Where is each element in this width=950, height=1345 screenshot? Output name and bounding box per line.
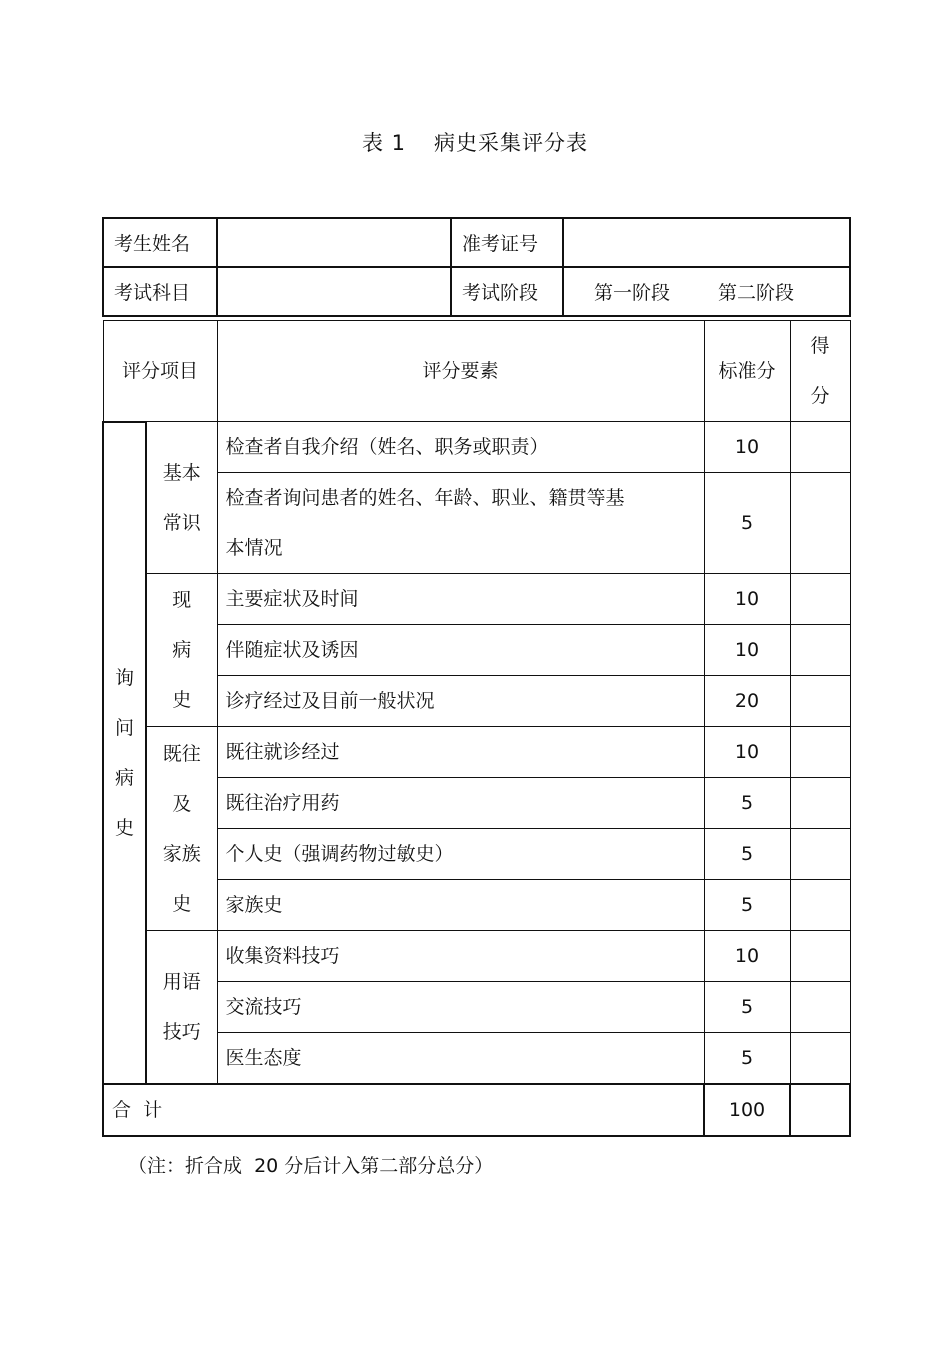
main-category-char: 病 xyxy=(114,766,134,789)
score-input-cell[interactable] xyxy=(790,829,850,880)
group-name-text: 用语 xyxy=(162,971,201,993)
exam-subject-label: 考试科目 xyxy=(103,267,217,316)
main-category-cell xyxy=(103,422,146,1085)
group-name-cell xyxy=(146,422,217,574)
scoring-element: 诊疗经过及目前一般状况 xyxy=(217,676,704,727)
scoring-element: 家族史 xyxy=(217,880,704,931)
table-row xyxy=(103,727,850,778)
group-name-text: 家族 xyxy=(162,842,201,865)
column-header-score-char: 得 xyxy=(810,335,830,357)
scoring-element-line: 检查者询问患者的姓名、年龄、职业、籍贯等基 xyxy=(225,487,625,509)
group-name-text: 基本 xyxy=(162,461,201,484)
group-name-cell xyxy=(146,574,217,727)
score-input-cell[interactable] xyxy=(790,727,850,778)
candidate-name-label: 考生姓名 xyxy=(103,218,217,267)
standard-score: 10 xyxy=(704,625,790,676)
table-title xyxy=(0,128,950,158)
group-name-cell xyxy=(146,931,217,1085)
standard-score: 5 xyxy=(704,778,790,829)
exam-id-label: 准考证号 xyxy=(451,218,563,267)
group-name-text: 现 xyxy=(172,589,192,611)
scoring-element: 既往就诊经过 xyxy=(217,727,704,778)
stage-option-second[interactable]: 第二阶段 xyxy=(718,282,795,304)
candidate-name-field[interactable] xyxy=(217,218,451,267)
scoring-element: 个人史（强调药物过敏史） xyxy=(217,829,704,880)
score-input-cell[interactable] xyxy=(790,982,850,1033)
table-number: 表 1 xyxy=(361,131,407,155)
main-category-char: 史 xyxy=(114,816,134,839)
scoring-element-line: 本情况 xyxy=(225,537,283,559)
group-name-text: 史 xyxy=(172,689,192,711)
stage-option-first[interactable]: 第一阶段 xyxy=(594,282,671,304)
group-name-cell xyxy=(146,727,217,931)
scoring-element: 医生态度 xyxy=(217,1033,704,1085)
exam-stage-field[interactable] xyxy=(563,267,850,316)
standard-score: 10 xyxy=(704,727,790,778)
scoring-element: 主要症状及时间 xyxy=(217,574,704,625)
main-category-char: 询 xyxy=(114,666,134,689)
standard-score: 5 xyxy=(704,982,790,1033)
score-input-cell[interactable] xyxy=(790,625,850,676)
column-header-item: 评分项目 xyxy=(103,321,217,422)
column-header-row xyxy=(103,321,850,422)
table-row xyxy=(103,574,850,625)
standard-score: 20 xyxy=(704,676,790,727)
score-input-cell[interactable] xyxy=(790,1033,850,1085)
standard-score: 10 xyxy=(704,931,790,982)
group-name-text: 病 xyxy=(172,639,192,661)
scoring-element: 伴随症状及诱因 xyxy=(217,625,704,676)
main-category-char: 问 xyxy=(114,716,134,739)
table-row xyxy=(103,422,850,473)
column-header-standard: 标准分 xyxy=(704,321,790,422)
total-label: 合 计 xyxy=(103,1084,704,1136)
exam-subject-field[interactable] xyxy=(217,267,451,316)
candidate-info-table xyxy=(102,217,851,317)
standard-score: 5 xyxy=(704,473,790,574)
column-header-score-char: 分 xyxy=(810,385,830,407)
score-input-cell[interactable] xyxy=(790,422,850,473)
column-header-score xyxy=(790,321,850,422)
group-name-text: 史 xyxy=(172,892,192,915)
standard-score: 10 xyxy=(704,574,790,625)
exam-stage-label: 考试阶段 xyxy=(451,267,563,316)
scoring-element: 检查者自我介绍（姓名、职务或职责） xyxy=(217,422,704,473)
scoring-element: 收集资料技巧 xyxy=(217,931,704,982)
group-name-text: 技巧 xyxy=(162,1021,201,1043)
scoring-table xyxy=(102,320,851,1137)
footnote: （注：折合成 20 分后计入第二部分总分） xyxy=(128,1155,494,1177)
total-row xyxy=(103,1084,850,1136)
standard-score: 5 xyxy=(704,880,790,931)
score-input-cell[interactable] xyxy=(790,473,850,574)
score-input-cell[interactable] xyxy=(790,931,850,982)
scoring-element: 交流技巧 xyxy=(217,982,704,1033)
standard-score: 10 xyxy=(704,422,790,473)
total-score-input-cell[interactable] xyxy=(790,1084,850,1136)
exam-id-field[interactable] xyxy=(563,218,850,267)
group-name-text: 及 xyxy=(172,792,192,815)
group-name-text: 既往 xyxy=(162,742,201,765)
scoring-element xyxy=(217,473,704,574)
table-title-text: 病史采集评分表 xyxy=(434,131,589,155)
standard-score: 5 xyxy=(704,1033,790,1085)
total-standard-score: 100 xyxy=(704,1084,790,1136)
score-input-cell[interactable] xyxy=(790,574,850,625)
scoring-element: 既往治疗用药 xyxy=(217,778,704,829)
standard-score: 5 xyxy=(704,829,790,880)
group-name-text: 常识 xyxy=(162,511,201,534)
score-input-cell[interactable] xyxy=(790,880,850,931)
candidate-info-row-1 xyxy=(103,218,850,267)
table-row xyxy=(103,931,850,982)
score-input-cell[interactable] xyxy=(790,778,850,829)
column-header-element: 评分要素 xyxy=(217,321,704,422)
candidate-info-row-2 xyxy=(103,267,850,316)
score-input-cell[interactable] xyxy=(790,676,850,727)
